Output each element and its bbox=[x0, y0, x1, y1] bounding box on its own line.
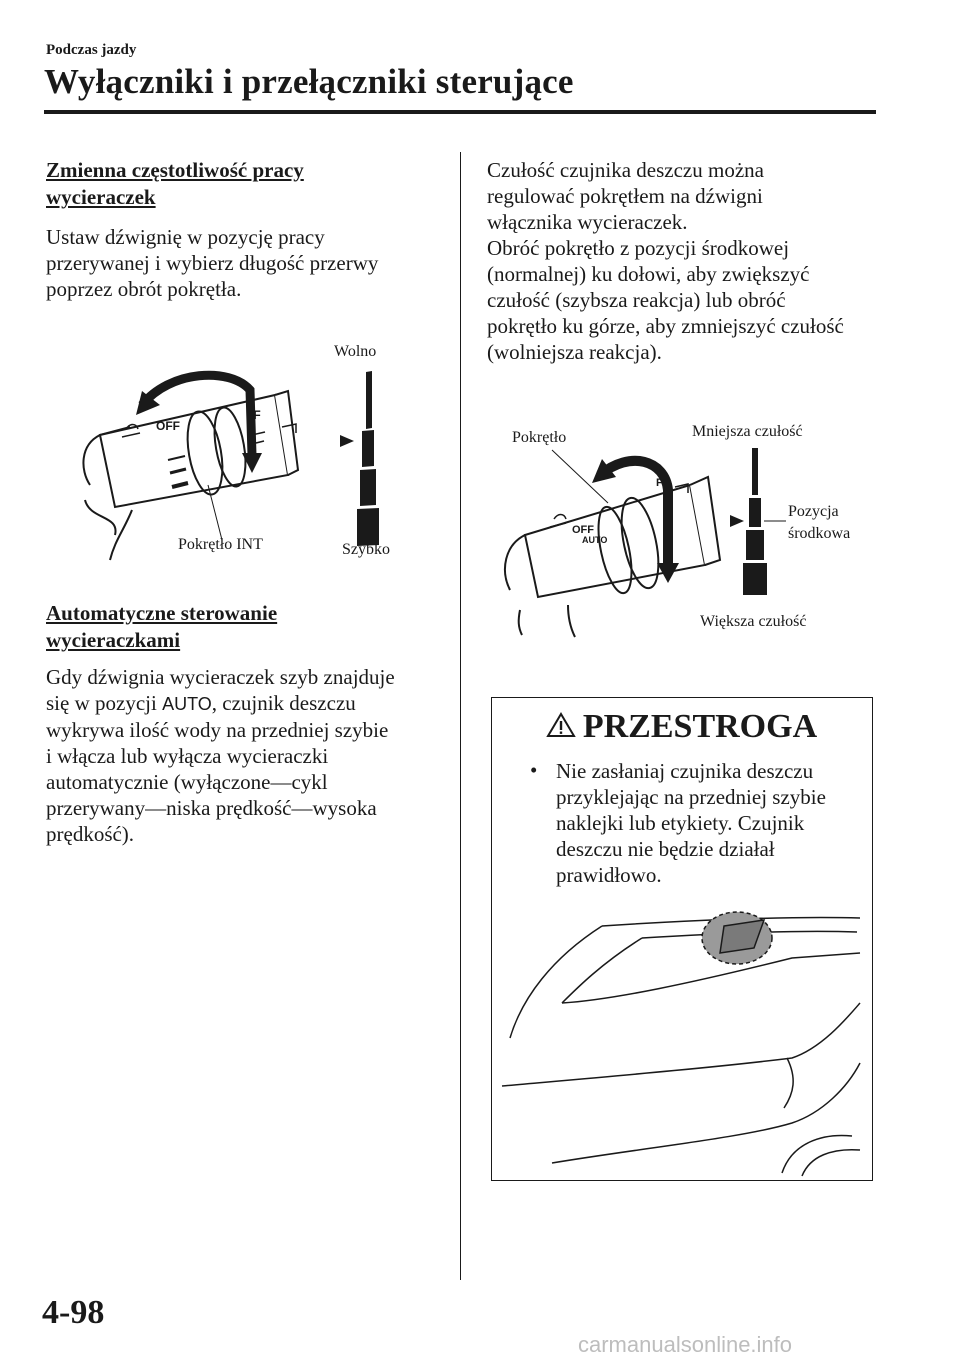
label-knob: Pokrętło bbox=[512, 429, 567, 446]
paragraph-sensitivity: Czułość czujnika deszczu można regulować pokrętłem na dźwigni włącznika wycieraczek. Obróć pokrętło z pozycji środkowej (normalnej) ku dołowi, aby zwiększyć czułość (szybsza reakcja) lub obróć pokrętło ku górze, aby zmniejszyć czułość (wolniejsza reakcja). bbox=[487, 158, 844, 364]
paragraph-interval: Ustaw dźwignię w pozycję pracy przerywanej i wybierz długość przerwy poprzez obrót pokrętła. bbox=[46, 225, 379, 301]
caution-text: Nie zasłaniaj czujnika deszczu przyklejając na przedniej szybie naklejki lub etykiety. Czujnik deszczu nie będzie działał prawidłowo. bbox=[556, 759, 826, 887]
paragraph-auto: Gdy dźwignia wycieraczek szyb znajduje się w pozycji AUTO, czujnik deszczu wykrywa ilość wody na przedniej szybie i włącza lub wyłącza wycieraczki automatycznie (wyłączone—cykl przerywany—niska prędkość—wysoka prędkość). bbox=[46, 665, 395, 846]
windshield-sensor-illustration bbox=[492, 908, 874, 1178]
title-rule bbox=[44, 110, 876, 114]
caution-box bbox=[491, 697, 873, 1181]
label-slow: Wolno bbox=[334, 343, 377, 360]
label-fast: Szybko bbox=[342, 541, 390, 558]
stalk-f-label: F bbox=[656, 477, 663, 489]
label-middle-position-1: Pozycja bbox=[788, 503, 839, 520]
stalk-off-label: OFF bbox=[572, 524, 594, 536]
label-middle-position-2: środkowa bbox=[788, 525, 851, 542]
page-title: Wyłączniki i przełączniki sterujące bbox=[44, 62, 574, 101]
label-more-sensitive: Większa czułość bbox=[700, 613, 807, 630]
caution-title: PRZESTROGA bbox=[492, 708, 872, 746]
label-less-sensitive: Mniejsza czułość bbox=[692, 423, 803, 440]
watermark: carmanualsonline.info bbox=[578, 1332, 793, 1357]
stalk-auto-label: AUTO bbox=[582, 535, 608, 545]
stalk-off-label: OFF bbox=[156, 419, 180, 433]
figure-int-knob bbox=[60, 335, 440, 575]
warning-triangle-icon bbox=[547, 712, 575, 738]
heading-variable-frequency: Zmienna częstotliwość pracy wycieraczek bbox=[46, 158, 304, 209]
section-label: Podczas jazdy bbox=[46, 42, 137, 58]
auto-mode-label: AUTO bbox=[162, 694, 212, 714]
stalk-ff-label: FF bbox=[246, 408, 261, 422]
caution-bullet: • bbox=[530, 758, 538, 782]
heading-auto-wipers: Automatyczne sterowanie wycieraczkami bbox=[46, 601, 278, 652]
figure-sensitivity-knob bbox=[490, 415, 880, 645]
label-int-knob: Pokrętło INT bbox=[178, 536, 263, 553]
page-number: 4-98 bbox=[42, 1294, 105, 1331]
column-divider bbox=[460, 152, 461, 1280]
